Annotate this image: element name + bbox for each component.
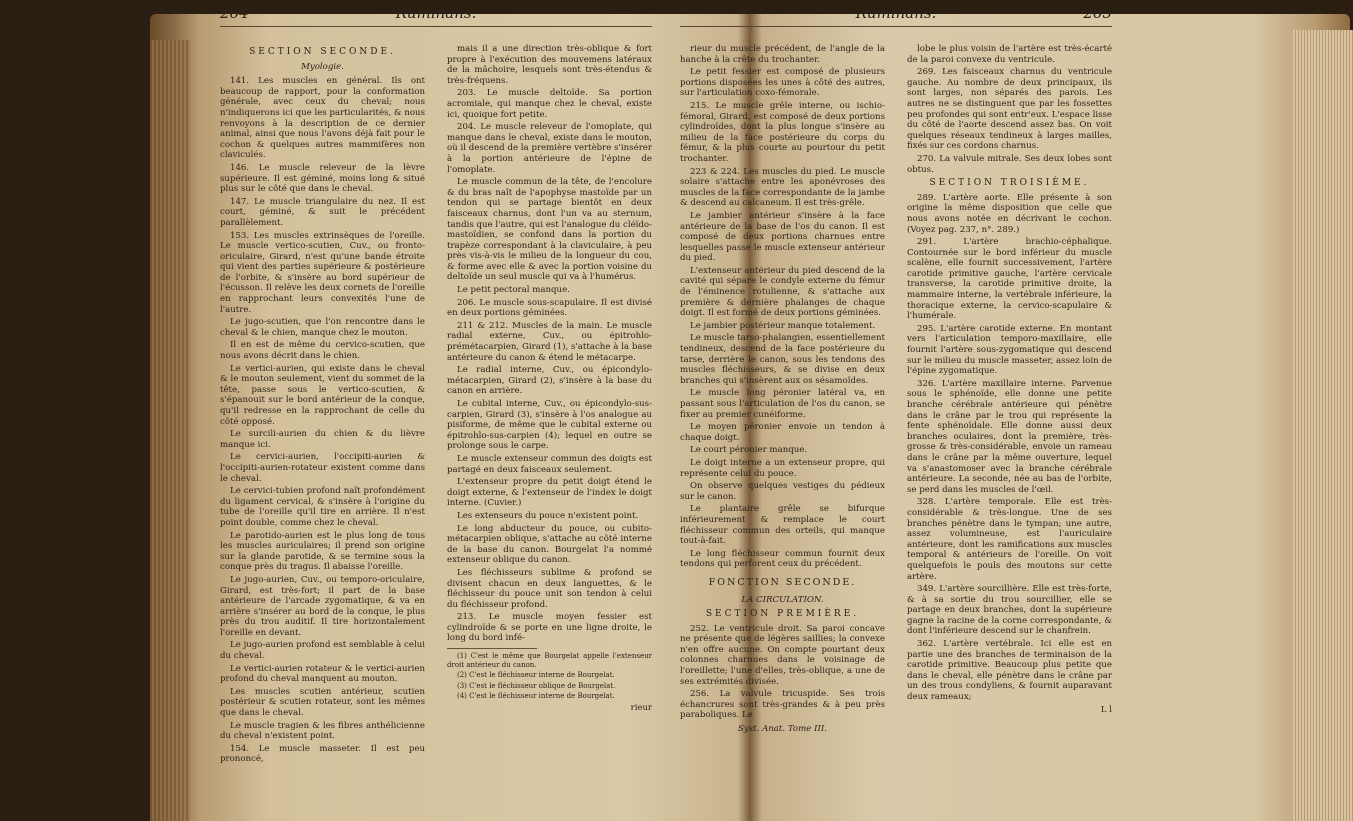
paragraph: 153. Les muscles extrinsèques de l'oreille. Le muscle vertico-scutien, Cuv., ou fronto-oriculaire, Girard, n'est qu'une bande étroite qui vient des parties supérieure & postérieure de l'orbite, & s'insère au bord supérieur de l'écusson. Il relève les deux cornets de l'oreille en rapprochant leurs convexités l'une de l'autre.: [220, 230, 425, 315]
paragraph: mais il a une direction très-oblique & fort propre à l'exécution des mouvemens latéraux de la mâchoire, lesquels sont très-étendus & très-fréquens.: [447, 44, 652, 86]
paragraph: lobe le plus voisin de l'artère est très-écarté de la paroi convexe du ventricule.: [907, 44, 1112, 65]
paragraph: On observe quelques vestiges du pédieux sur le canon.: [680, 481, 885, 502]
paragraph: 362. L'artère vertébrale. Ici elle est en partie une des branches de terminaison de la carotide primitive. Beaucoup plus petite que dans le cheval, elle pénètre dans le crâne par un des trous condyliens, & fournit auparavant deux rameaux;: [907, 639, 1112, 703]
right-col1-tail: [680, 624, 885, 721]
paragraph: 147. Le muscle triangulaire du nez. Il est court, géminé, & suit le précédent parallèlement.: [220, 196, 425, 228]
paragraph: 141. Les muscles en général. Ils ont beaucoup de rapport, pour la conformation générale, avec ceux du cheval; nous n'indiquerons ici que les particularités, & nous renvoyons à la description de ce dernier animal, ainsi que nous l'avons déjà fait pour le cochon & quelques autres mammifères non claviculés.: [220, 76, 425, 161]
paragraph: 206. Le muscle sous-scapulaire. Il est divisé en deux portions géminées.: [447, 297, 652, 319]
paragraph: 213. Le muscle moyen fessier est cylindroïde & se porte en une ligne droite, le long du bord infé-: [447, 612, 652, 644]
paragraph: Le muscle extenseur commun des doigts est partagé en deux faisceaux seulement.: [447, 453, 652, 475]
paragraph: Le cubital interne, Cuv., ou épicondylo-sus-carpien, Girard (3), s'insère à l'os analogue au pisiforme, de même que le cubital externe ou épitrohlo-sus-carpien (4); lequel en outre se prolonge sous le carpe.: [447, 399, 652, 452]
right-catchword: L l: [1100, 704, 1112, 715]
left-col2-paragraphs: [447, 44, 652, 644]
right-col2-tail: [907, 193, 1112, 703]
paragraph: Les muscles scutien antérieur, scutien postérieur & scutien rotateur, sont les mêmes que dans le cheval.: [220, 686, 425, 719]
paragraph: Le jugo-scutien, que l'on rencontre dans le cheval & le chien, manque chez le mouton.: [220, 317, 425, 338]
footnote-rule: [447, 648, 537, 649]
paragraph: Le cervici-aurien, l'occipiti-aurien & l'occipiti-aurien-rotateur existent comme dans le cheval.: [220, 452, 425, 484]
footnote: (2) C'est le fléchisseur interne de Bourgelat.: [457, 671, 615, 680]
paragraph: Le long abducteur du pouce, ou cubito-métacarpien oblique, s'attache au côté interne de la base du canon. Bourgelat l'a nommé extenseur oblique du canon.: [447, 523, 652, 566]
paragraph: Les fléchisseurs sublime & profond se divisent chacun en deux languettes, & le fléchisseur du pouce unit son tendon à celui du fléchisseur profond.: [447, 567, 652, 610]
paragraph: Le moyen péronier envoie un tendon à chaque doigt.: [680, 422, 885, 443]
paragraph: L'extenseur propre du petit doigt étend le doigt externe, & l'extenseur de l'index le doigt interne. (Cuvier.): [447, 477, 652, 509]
page-stack-left: [150, 40, 190, 821]
paragraph: 203. Le muscle deltoïde. Sa portion acromiale, qui manque chez le cheval, existe ici, quoique fort petite.: [447, 88, 652, 120]
paragraph: 256. La valvule tricuspide. Ses trois échancrures sont très-grandes & à peu près paraboliques. Le: [680, 689, 885, 721]
left-page-number: 264: [220, 4, 249, 22]
paragraph: 349. L'artère sourcillière. Elle est très-forte, & à sa sortie du trou sourcillier, elle se partage en deux branches, dont la supérieure gagne la racine de la corne correspondante, & dont l'inférieure descend sur le chanfrein.: [907, 584, 1112, 637]
paragraph: Le petit fessier est composé de plusieurs portions disposées les unes à côté des autres, sur l'articulation coxo-fémorale.: [680, 67, 885, 99]
paragraph: Le cervici-tubien profond naît profondément du ligament cervical, & s'insère à l'origine du tube de l'oreille qu'il tire en arrière. Il n'est point double, comme chez le cheval.: [220, 486, 425, 528]
left-col1-paragraphs: [220, 76, 425, 765]
page-stack-right: [1293, 30, 1353, 821]
section-third-heading: SECTION TROISIÈME.: [929, 178, 1090, 189]
paragraph: Les extenseurs du pouce n'existent point.: [457, 510, 639, 521]
paragraph: 252. Le ventricule droit. Sa paroi concave ne présente que de légères saillies; la convexe n'en offre aucune. On compte pourtant deux colonnes charnues dans le voisinage de l'oreillette; l'une d'elles, très-oblique, a une de ses extrémités divisée.: [680, 623, 885, 687]
paragraph: 326. L'artère maxillaire interne. Parvenue sous le sphénoïde, elle donne une petite branche cérébrale antérieure qui pénètre dans le crâne par le trou qui représente la fente sphénoïdale. Elle donne aussi deux branches oculaires, dont la première, très-grosse & très-considérable, envoie un rameau dans le crâne par la même ouverture, lequel va s'anastomoser avec la branche cérébrale antérieure. La seconde, née au bas de l'orbite, se perd dans les muscles de l'œil.: [907, 378, 1112, 495]
paragraph: Le radial interne, Cuv., ou épicondylo-métacarpien, Girard (2), s'insère à la base du canon en arrière.: [447, 365, 652, 397]
paragraph: Le surcili-aurien du chien & du lièvre manque ici.: [220, 429, 425, 450]
paragraph: Le muscle commun de la tête, de l'encolure & du bras naît de l'apophyse mastoïde par un tendon qui se partage bientôt en deux faisceaux charnus, dont l'un va au sternum, tandis que l'autre, qui est l'analogue du cléïdo-mastoïdien, se confond dans la portion du trapèze correspondant à la claviculaire, à peu près vis-à-vis le milieu de la longueur du cou, & forme avec elle & avec la portion voisine du deltoïde un seul muscle qui va à l'humérus.: [447, 177, 652, 283]
paragraph: L'extenseur antérieur du pied descend de la cavité qui sépare le condyle externe du fémur de l'éminence rotulienne, & s'attache aux première & dernière phalanges de chaque doigt. Il est formé de deux portions géminées.: [680, 265, 885, 319]
right-col1-paragraphs: [680, 44, 885, 570]
paragraph: Le doigt interne a un extenseur propre, qui représente celui du pouce.: [680, 457, 885, 479]
paragraph: Le jugo-aurien, Cuv., ou temporo-oriculaire, Girard, est très-fort; il part de la base antérieure de l'arcade zygomatique, & va en arrière s'insérer au bord de la conque, le plus près du trou auditif. Il tire horizontalement l'oreille en devant.: [220, 574, 425, 638]
paragraph: 215. Le muscle grêle interne, ou ischio-fémoral, Girard, est composé de deux portions cylindroïdes, dont la plus longue s'insère au milieu de la face postérieure du corps du fémur, & la plus courte au pourtour du petit trochanter.: [680, 100, 885, 164]
paragraph: 295. L'artère carotide externe. En montant vers l'articulation temporo-maxillaire, elle fournit l'artère sous-zygomatique qui descend sur le milieu du muscle masseter, assez loin de l'épine zygomatique.: [907, 323, 1112, 377]
paragraph: Le muscle long péronier latéral va, en passant sous l'articulation de l'os du canon, se fixer au premier cunéiforme.: [680, 388, 885, 420]
left-column-2: [447, 44, 652, 767]
signature-line: Syst. Anat. Tome III.: [738, 724, 827, 735]
left-running-head: [220, 6, 652, 27]
right-page-number: 265: [1083, 4, 1112, 22]
paragraph: Le muscle tragien & les fibres anthélicienne du cheval n'existent point.: [220, 720, 425, 742]
paragraph: 154. Le muscle masseter. Il est peu prononcé,: [220, 743, 425, 765]
paragraph: Le plantaire grêle se bifurque inférieurement & remplace le court fléchisseur commun des orteils, qui manque tout-à-fait.: [680, 504, 885, 547]
right-running-title: Ruminans.: [855, 4, 937, 22]
left-column-1: [220, 44, 425, 767]
paragraph: Le court péronier manque.: [690, 445, 808, 456]
paragraph: 204. Le muscle releveur de l'omoplate, qui manque dans le cheval, existe dans le mouton, où il descend de la première vertèbre s'insérer à la portion antérieure de l'épine de l'omoplate.: [447, 122, 652, 175]
paragraph: Le vertici-aurien rotateur & le vertici-aurien profond du cheval manquent au mouton.: [220, 663, 425, 685]
right-column-2: [907, 44, 1112, 739]
paragraph: 291. L'artère brachio-céphalique. Contournée sur le bord inférieur du muscle scalène, elle fournit successivement, l'artère carotide primitive gauche, l'artère cervicale transverse, la carotide primitive droite, la mammaire interne, la vertébrale inférieure, la thoracique externe, la cervico-scapulaire & l'humérale.: [907, 237, 1112, 322]
paragraph: Il en est de même du cervico-scutien, que nous avons décrit dans le chien.: [220, 340, 425, 362]
function-heading: FONCTION SECONDE.: [708, 576, 857, 588]
paragraph: Le vertici-aurien, qui existe dans le cheval & le mouton seulement, vient du sommet de la tête, passe sous le vertico-scutien, & s'épanouit sur le bord antérieur de la conque, qu'il redresse en la rapprochant de celle du côté opposé.: [220, 363, 425, 427]
right-column-1: [680, 44, 885, 739]
paragraph: 289. L'artère aorte. Elle présente à son origine la même disposition que celle que nous avons notée en décrivant le cochon. (Voyez pag. 237, n°. 289.): [907, 192, 1112, 235]
right-running-head: [680, 6, 1112, 27]
paragraph: Le parotido-aurien est le plus long de tous les muscles auriculaires; il prend son origine sur la glande parotide, & se termine sous la conque près du tragus. Il abaisse l'oreille.: [220, 530, 425, 573]
paragraph: 270. La valvule mitrale. Ses deux lobes sont obtus.: [907, 153, 1112, 175]
paragraph: 211 & 212. Muscles de la main. Le muscle radial externe, Cuv., ou épitrohlo-prémétacarpien, Girard (1), s'attache à la base antérieure du canon & étend le métacarpe.: [447, 320, 652, 363]
section-heading: SECTION SECONDE.: [249, 47, 396, 57]
footnote: (1) C'est le même que Bourgelat appelle l'extenseur droit antérieur du canon.: [447, 652, 652, 669]
footnote: (4) C'est le fléchisseur interne de Bourgelat.: [457, 692, 615, 701]
paragraph: Le jambier postérieur manque totalement.: [690, 320, 876, 331]
right-col2-paragraphs: [907, 44, 1112, 175]
footnotes: [447, 652, 652, 701]
paragraph: 269. Les faisceaux charnus du ventricule gauche. Au nombre de deux principaux, ils sont larges, non séparés des parois. Les autres ne se distinguent que par les fossettes peu profondes qui sont entr'eux. L'espace lisse du côté de l'aorte descend assez bas. On voit quelques réseaux tendineux à larges mailles, fixés sur ces cordons charnus.: [907, 67, 1112, 152]
paragraph: Le petit pectoral manque.: [457, 285, 570, 296]
paragraph: Le long fléchisseur commun fournit deux tendons qui perforent ceux du précédent.: [680, 548, 885, 570]
right-page: [680, 4, 1112, 739]
section-first-heading: SECTION PREMIÈRE.: [705, 609, 860, 620]
function-subheading: LA CIRCULATION.: [741, 594, 824, 605]
paragraph: 328. L'artère temporale. Elle est très-considérable & très-longue. Une de ses branches pénètre dans le tympan; une autre, assez volumineuse, est l'auriculaire antérieure, dont les ramifications aux muscles temporal & antérieurs de l'oreille. On voit quelquefois le pouls des moutons sur cette artère.: [907, 497, 1112, 582]
paragraph: 146. Le muscle releveur de la lèvre supérieure. Il est géminé, moins long & situé plus sur le côté que dans le cheval.: [220, 162, 425, 195]
left-page: [220, 4, 652, 767]
paragraph: Le jugo-aurien profond est semblable à celui du cheval.: [220, 640, 425, 662]
paragraph: Le muscle tarso-phalangien, essentiellement tendineux, descend de la face postérieure du tarse, derrière le canon, sous les tendons des muscles fléchisseurs, & se divise en deux branches qui s'insèrent aux os sésamoïdes.: [680, 333, 885, 386]
footnote: (3) C'est le fléchisseur oblique de Bourgelat.: [457, 681, 616, 690]
section-subheading: Myologie.: [301, 61, 344, 72]
left-running-title: Ruminans.: [395, 4, 477, 22]
paragraph: rieur du muscle précédent, de l'angle de la hanche à la crête du trochanter.: [680, 44, 885, 65]
paragraph: 223 & 224. Les muscles du pied. Le muscle solaire s'attache entre les aponévroses des muscles de la face correspondante de la jambe & descend au calcaneum. Il est très-grêle.: [680, 166, 885, 209]
paragraph: Le jambier antérieur s'insère à la face antérieure de la base de l'os du canon. Il est composé de deux portions charnues entre lesquelles passe le muscle extenseur antérieur du pied.: [680, 210, 885, 264]
left-catchword: rieur: [630, 703, 652, 714]
